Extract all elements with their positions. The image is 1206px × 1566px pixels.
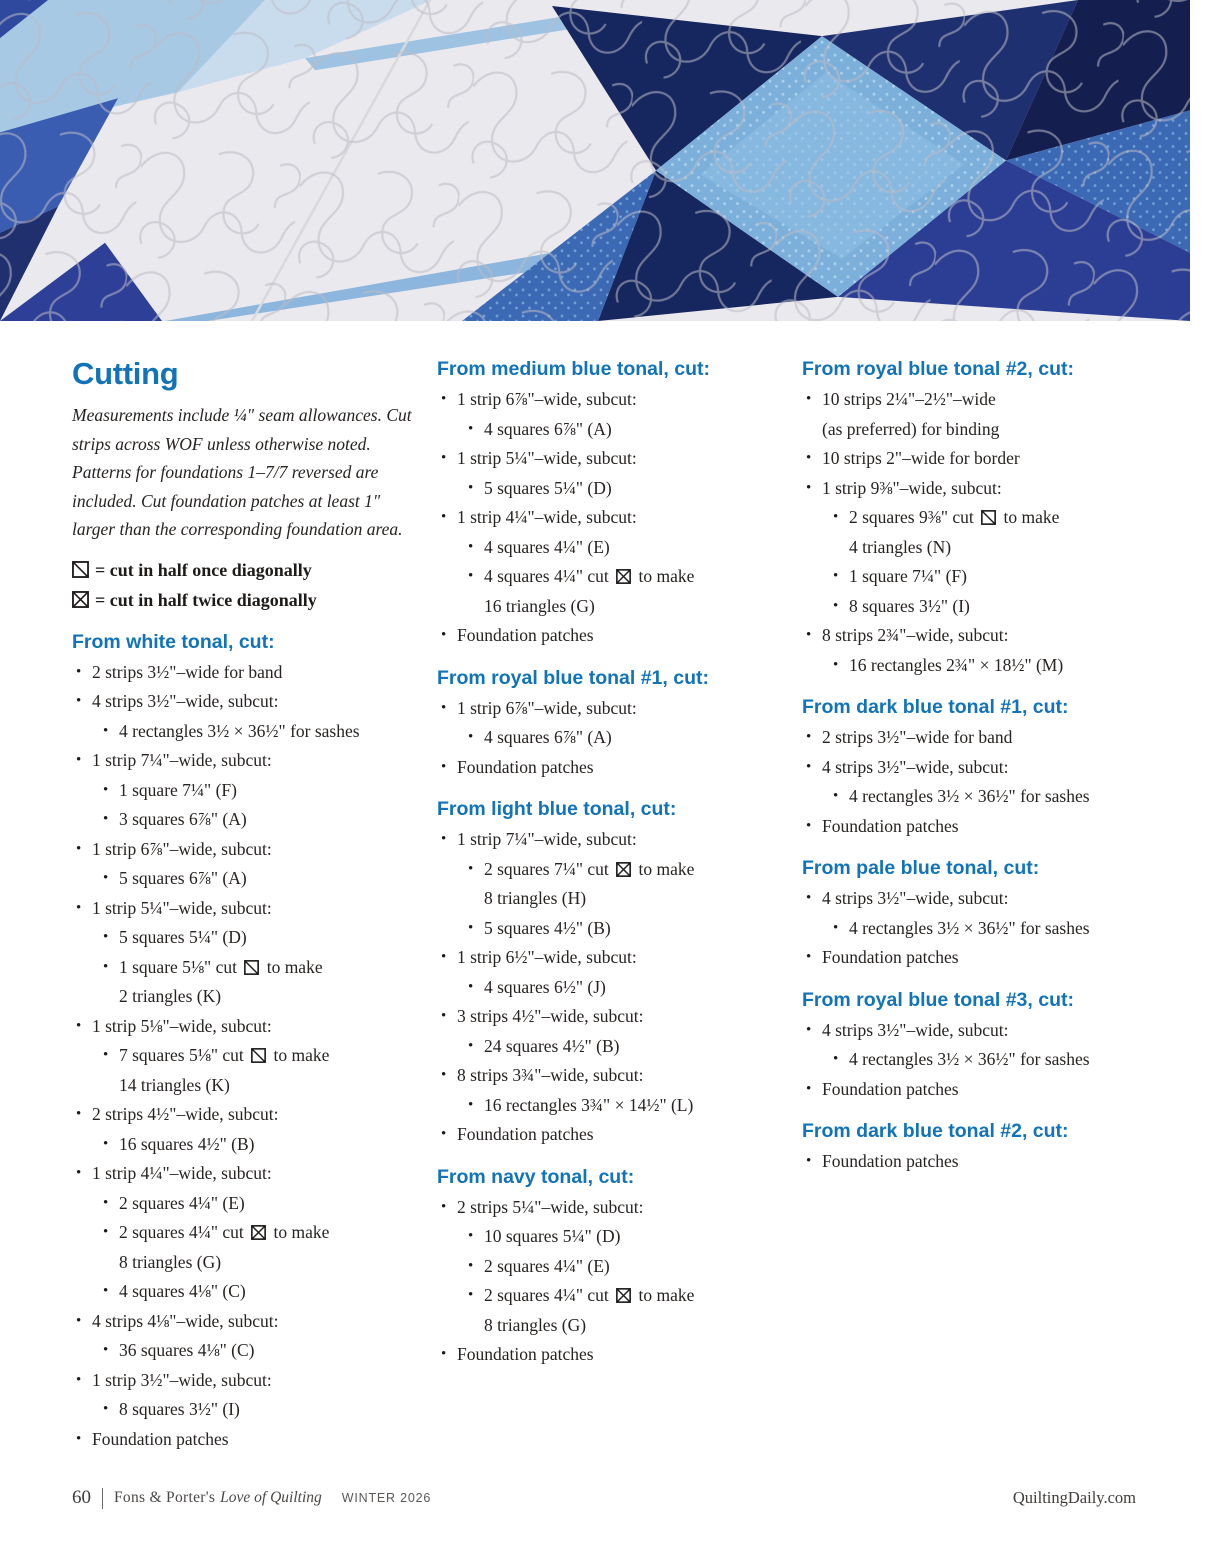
cut-section [437,356,785,651]
list-item-text: 36 squares 4⅛" (C) [119,1340,255,1360]
list-item [802,943,1150,973]
list-item [802,474,1150,504]
bullet-icon: • [806,1080,812,1097]
list-item-text: Foundation patches [822,1078,959,1099]
list-item [802,1045,1150,1075]
list-item [72,864,420,894]
legend-text: = cut in half once diagonally [95,559,312,580]
list-item [72,1100,420,1130]
list-item [802,592,1150,622]
list-item-text: 16 rectangles 3¾" × 14½" (L) [484,1094,694,1115]
list-item-text: 1 strip 5¼"–wide, subcut: [457,448,637,468]
bullet-icon: • [76,1017,82,1034]
list-item-text: 10 strips 2"–wide for border [822,448,1020,468]
list-item [802,723,1150,753]
bullet-icon: • [76,693,82,709]
list-item [802,1147,1150,1177]
list-item-text: 4 squares 6½" (J) [484,976,606,997]
bullet-icon: • [806,729,812,745]
list-item-text: 1 square 7¼" (F) [119,779,237,800]
cut-section [802,855,1150,973]
bullet-icon: • [468,479,474,496]
bullet-icon: • [806,890,812,906]
list-item-text: 4 strips 3½"–wide, subcut: [92,691,279,711]
quilt-photo [0,0,1190,321]
cut-section [437,796,785,1150]
list-item-text: 2 strips 3½"–wide for band [92,661,283,682]
bullet-icon: • [76,663,82,680]
bullet-icon: • [76,1312,82,1329]
bullet-icon: • [441,1198,447,1215]
cutting-legend [72,555,420,615]
list-item [72,1425,420,1455]
list-item-text: 1 strip 9⅜"–wide, subcut: [822,477,1002,498]
bullet-icon: • [441,391,447,407]
list-item-text: Foundation patches [92,1428,229,1449]
list-item [72,1395,420,1425]
list-item-text: 4 strips 3½"–wide, subcut: [822,756,1009,777]
list-item-text: 4 rectangles 3½ × 36½" for sashes [119,720,360,741]
list-item [437,415,785,445]
cut-section [437,1164,785,1370]
cut-twice-icon [616,1288,631,1303]
list-item-text: Foundation patches [822,947,959,967]
list-item-text: 1 strip 4¼"–wide, subcut: [92,1163,272,1183]
list-item-text: 1 strip 4¼"–wide, subcut: [457,507,637,527]
legend-row [72,585,420,615]
bullet-icon: • [806,391,812,407]
bullet-icon: • [833,1051,839,1067]
list-item-text: 5 squares 5¼" (D) [119,927,247,947]
list-item [72,776,420,806]
column-1-sections [72,629,420,1455]
bullet-icon: • [806,627,812,643]
list-item-text: 2 strips 5¼"–wide, subcut: [457,1196,644,1217]
cut-twice-icon [72,591,89,608]
list-item [72,1189,420,1219]
list-item [437,1222,785,1252]
bullet-icon: • [468,978,474,995]
list-item [72,687,420,717]
list-item [72,835,420,865]
column-2 [437,356,785,1454]
list-item-text: 2 squares 4¼" cut to make 8 triangles (G) [119,1222,330,1272]
bullet-icon: • [441,1067,447,1083]
list-item-text: 1 strip 5¼"–wide, subcut: [92,897,272,918]
list-item [802,753,1150,783]
list-item-text: 2 squares 9⅜" cut to make 4 triangles (N) [849,507,1060,557]
bullet-icon: • [103,1224,109,1240]
list-item [72,1159,420,1189]
bullet-icon: • [468,1037,474,1054]
list-item-text: 2 strips 4½"–wide, subcut: [92,1104,279,1124]
list-item-text: Foundation patches [457,1344,594,1364]
cut-twice-icon [251,1225,266,1240]
footer-divider [102,1488,103,1509]
list-item [802,884,1150,914]
bullet-icon: • [103,1401,109,1417]
list-item-text: 16 rectangles 2¾" × 18½" (M) [849,654,1064,675]
bullet-icon: • [103,722,109,739]
cut-section [802,987,1150,1105]
list-item-text: 1 strip 6⅞"–wide, subcut: [457,389,637,409]
list-item [802,1016,1150,1046]
list-item [72,923,420,953]
column-2-sections [437,356,785,1370]
section-heading: From royal blue tonal #3, cut: [802,988,1074,1011]
page-title: Cutting [72,356,179,391]
list-item [437,385,785,415]
list-item [802,651,1150,681]
cut-once-icon [72,561,89,578]
list-item [72,1307,420,1337]
list-item [437,1091,785,1121]
cut-section [802,356,1150,680]
list-item-text: Foundation patches [822,1151,959,1171]
list-item [802,1075,1150,1105]
section-heading: From medium blue tonal, cut: [437,358,711,380]
bullet-icon: • [806,758,812,775]
list-item-text: 1 square 7¼" (F) [849,566,967,586]
list-item-text: 4 strips 3½"–wide, subcut: [822,1019,1009,1040]
list-item [802,914,1150,944]
list-item [437,694,785,724]
list-item-text: 1 square 5⅛" cut to make 2 triangles (K) [119,956,323,1006]
list-item [437,1032,785,1062]
list-item [802,782,1150,812]
list-item-text: 4 rectangles 3½ × 36½" for sashes [849,786,1090,806]
page-footer [72,1487,1136,1509]
bullet-icon: • [76,1430,82,1447]
intro-text: Measurements include ¼" seam allowances. Cut strips across WOF unless otherwise noted. Patterns for foundations 1–7/7 reversed are included. Cut foundation patches at least 1" larger than the corresponding foundation area. [72,405,412,539]
bullet-icon: • [833,788,839,804]
section-heading: From royal blue tonal #1, cut: [437,666,709,689]
publication-name: Fons & Porter's [114,1489,216,1506]
list-item [437,533,785,563]
list-item-text: 1 strip 6½"–wide, subcut: [457,947,637,967]
list-item-text: 4 squares 4¼" cut to make 16 triangles (G) [484,566,695,616]
section-heading: From light blue tonal, cut: [437,798,677,820]
bullet-icon: • [441,450,447,466]
issue-label: WINTER 2026 [341,1491,432,1505]
bullet-icon: • [103,929,109,945]
bullet-icon: • [833,509,839,525]
bullet-icon: • [441,831,447,847]
page-number: 60 [72,1487,91,1508]
bullet-icon: • [103,1342,109,1358]
list-item [72,1218,420,1277]
bullet-icon: • [468,538,474,555]
list-item [437,723,785,753]
cut-twice-icon [616,569,631,584]
list-item-text: 4 rectangles 3½ × 36½" for sashes [849,1049,1090,1069]
list-item [437,1252,785,1282]
bullet-icon: • [441,949,447,965]
bullet-icon: • [806,450,812,466]
bullet-icon: • [441,509,447,525]
list-item-text: 2 squares 4¼" (E) [119,1192,245,1213]
section-heading: From dark blue tonal #1, cut: [802,696,1069,718]
bullet-icon: • [468,1287,474,1303]
legend-text: = cut in half twice diagonally [95,589,317,610]
bullet-icon: • [103,1047,109,1063]
list-item-text: 4 strips 3½"–wide, subcut: [822,888,1009,908]
bullet-icon: • [441,699,447,716]
list-item-text: 10 squares 5¼" (D) [484,1226,621,1246]
bullet-icon: • [833,597,839,614]
list-item [72,1012,420,1042]
list-item [802,503,1150,562]
list-item-text: 2 squares 4¼" (E) [484,1255,610,1276]
legend-row [72,555,420,585]
list-item [437,1002,785,1032]
bullet-icon: • [468,860,474,877]
bullet-icon: • [103,1194,109,1211]
bullet-icon: • [103,1283,109,1299]
list-item-text: 16 squares 4½" (B) [119,1133,255,1154]
cut-once-icon [244,960,259,975]
list-item [437,621,785,651]
list-item-text: 1 strip 3½"–wide, subcut: [92,1369,272,1390]
bullet-icon: • [468,1228,474,1244]
bullet-icon: • [468,919,474,936]
list-item-text: 8 strips 3¾"–wide, subcut: [457,1065,644,1085]
list-item [802,444,1150,474]
list-item-text: 2 strips 3½"–wide for band [822,727,1013,747]
list-item [72,953,420,1012]
bullet-icon: • [103,811,109,827]
list-item [802,385,1150,444]
list-item-text: Foundation patches [457,625,594,645]
cut-section [802,1118,1150,1177]
bullet-icon: • [806,949,812,965]
cut-section [802,694,1150,841]
list-item [437,503,785,533]
bullet-icon: • [468,1096,474,1113]
list-item [437,474,785,504]
section-heading: From navy tonal, cut: [437,1165,635,1188]
website-label: QuiltingDaily.com [1012,1488,1136,1507]
list-item [437,914,785,944]
list-item [437,1340,785,1370]
bullet-icon: • [103,1135,109,1152]
bullet-icon: • [103,958,109,975]
publication-title: Love of Quilting [220,1489,322,1506]
bullet-icon: • [468,420,474,437]
list-item-text: 2 squares 4¼" cut to make 8 triangles (G) [484,1285,695,1335]
bullet-icon: • [76,899,82,916]
bullet-icon: • [833,568,839,584]
list-item [437,1061,785,1091]
list-item [437,1281,785,1340]
list-item-text: 4 squares 6⅞" (A) [484,418,612,439]
cut-section [437,665,785,783]
list-item-text: 8 squares 3½" (I) [849,595,970,616]
bullet-icon: • [441,1008,447,1024]
list-item-text: 4 squares 4¼" (E) [484,536,610,557]
bullet-icon: • [76,840,82,857]
list-item [802,562,1150,592]
list-item [437,825,785,855]
bullet-icon: • [76,1165,82,1181]
list-item [72,894,420,924]
list-item [802,812,1150,842]
bullet-icon: • [806,817,812,834]
list-item-text: 10 strips 2¼"–2½"–wide (as preferred) for binding [822,389,1000,439]
list-item-text: 4 rectangles 3½ × 36½" for sashes [849,917,1090,938]
bullet-icon: • [833,656,839,673]
section-heading: From pale blue tonal, cut: [802,857,1040,879]
bullet-icon: • [76,752,82,768]
list-item-text: 1 strip 6⅞"–wide, subcut: [457,697,637,718]
section-heading: From royal blue tonal #2, cut: [802,358,1074,380]
cut-once-icon [981,510,996,525]
section-heading: From dark blue tonal #2, cut: [802,1120,1069,1142]
list-item [437,943,785,973]
list-item-text: 8 squares 3½" (I) [119,1399,240,1419]
list-item [72,1041,420,1100]
list-item [437,855,785,914]
list-item-text: 5 squares 5¼" (D) [484,477,612,498]
bullet-icon: • [103,781,109,798]
list-item [72,1277,420,1307]
bullet-icon: • [468,568,474,584]
bullet-icon: • [806,1021,812,1038]
list-item-text: 3 strips 4½"–wide, subcut: [457,1006,644,1026]
list-item [437,973,785,1003]
list-item-text: 7 squares 5⅛" cut to make 14 triangles (K) [119,1045,330,1095]
bullet-icon: • [806,1153,812,1169]
bullet-icon: • [76,1106,82,1122]
list-item-text: 2 squares 7¼" cut to make 8 triangles (H) [484,858,695,908]
list-item-text: 1 strip 7¼"–wide, subcut: [92,750,272,770]
list-item-text: 4 squares 6⅞" (A) [484,727,612,747]
list-item [72,717,420,747]
bullet-icon: • [103,870,109,886]
bullet-icon: • [806,479,812,496]
list-item [72,1130,420,1160]
section-heading: From white tonal, cut: [72,630,275,653]
bullet-icon: • [468,729,474,745]
list-item-text: Foundation patches [457,756,594,777]
bullet-icon: • [441,627,447,643]
list-item-text: 5 squares 4½" (B) [484,917,611,938]
bullet-icon: • [441,1126,447,1142]
column-1 [72,356,420,1454]
list-item-text: 1 strip 7¼"–wide, subcut: [457,829,637,849]
list-item-text: 5 squares 6⅞" (A) [119,868,247,888]
list-item [802,621,1150,651]
list-item [72,1336,420,1366]
list-item [72,658,420,688]
bullet-icon: • [441,1346,447,1362]
column-3-sections [802,356,1150,1177]
list-item-text: 4 squares 4⅛" (C) [119,1281,246,1301]
list-item [437,753,785,783]
list-item [437,444,785,474]
list-item-text: 1 strip 6⅞"–wide, subcut: [92,838,272,859]
list-item [437,1120,785,1150]
list-item [72,805,420,835]
list-item-text: 1 strip 5⅛"–wide, subcut: [92,1015,272,1036]
bullet-icon: • [76,1371,82,1388]
list-item [437,1193,785,1223]
cutting-instructions [72,356,1150,1454]
list-item-text: 3 squares 6⅞" (A) [119,809,247,829]
bullet-icon: • [833,919,839,936]
column-3 [802,356,1150,1454]
cut-twice-icon [616,862,631,877]
bullet-icon: • [468,1257,474,1274]
cut-section [72,629,420,1455]
list-item-text: 8 strips 2¾"–wide, subcut: [822,625,1009,645]
list-item [72,746,420,776]
bullet-icon: • [441,758,447,775]
list-item-text: Foundation patches [822,815,959,836]
quilt-photo-illustration [0,0,1190,321]
list-item [437,562,785,621]
list-item-text: 4 strips 4⅛"–wide, subcut: [92,1310,279,1331]
cut-once-icon [251,1048,266,1063]
list-item-text: Foundation patches [457,1124,594,1144]
list-item [72,1366,420,1396]
list-item-text: 24 squares 4½" (B) [484,1035,620,1056]
